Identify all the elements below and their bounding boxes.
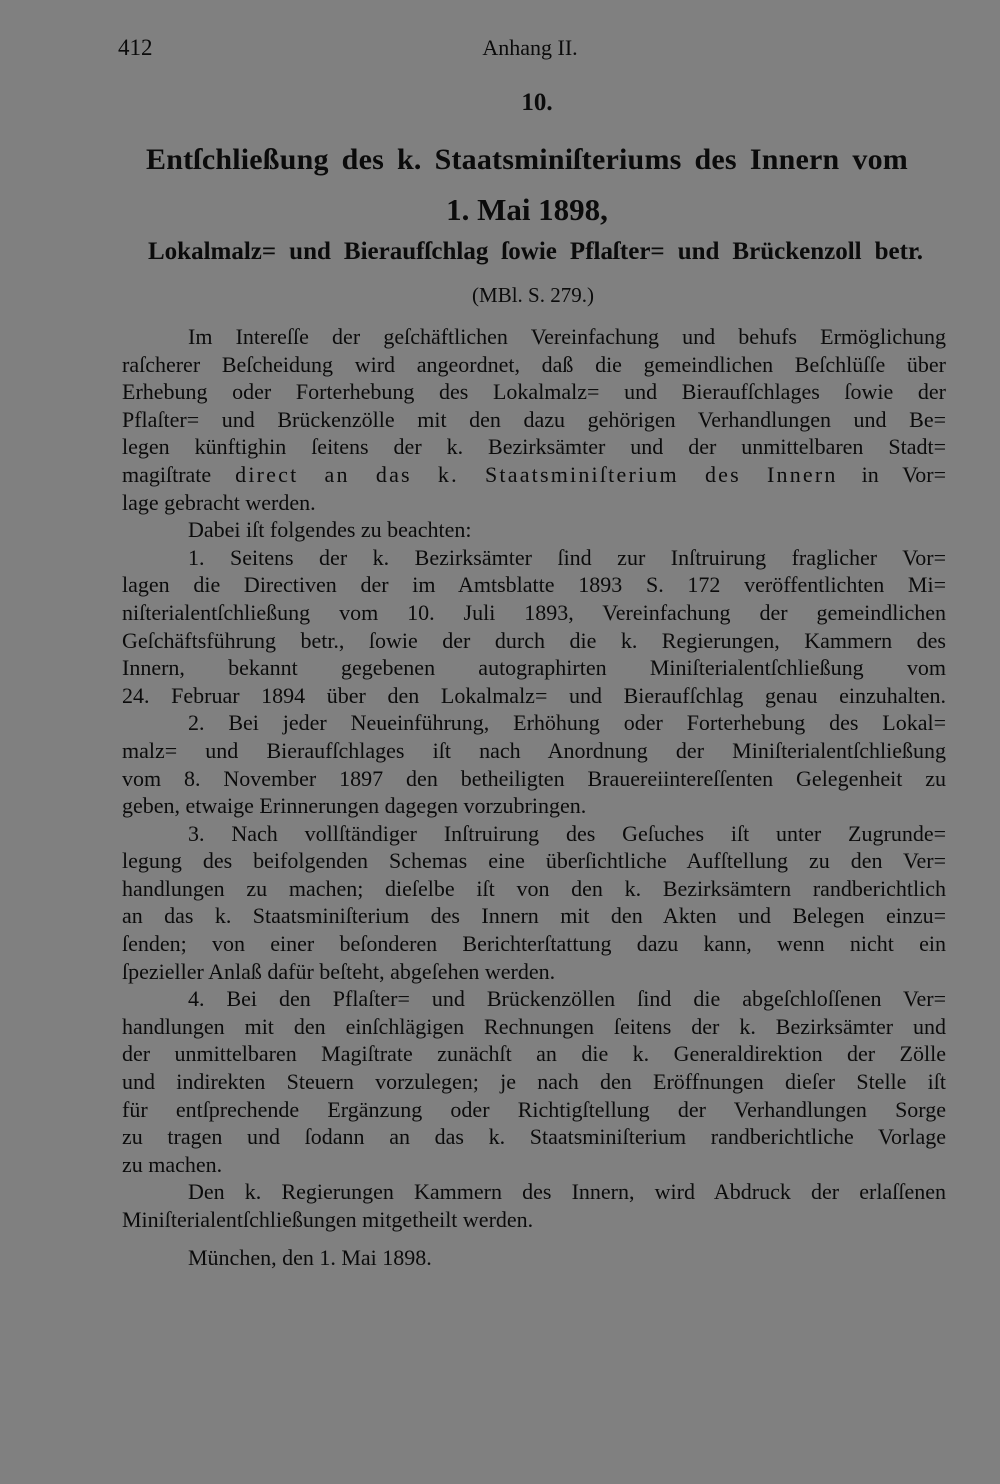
instruction-line: 3. Nach vollſtändiger Inſtruirung des Geſuches iſt unter Zugrunde= [188, 820, 946, 846]
instruction-item-4 [122, 985, 946, 1178]
source-reference: (MBl. S. 279.) [472, 283, 594, 307]
instructions-intro: Dabei iſt folgendes zu beachten: [188, 517, 472, 543]
instruction-line: für entſprechende Ergänzung oder Richtigſtellung der Verhandlungen Sorge [122, 1096, 946, 1122]
instruction-line: niſterialentſchließung vom 10. Juli 1893, Vereinfachung der gemeindlichen [122, 599, 946, 625]
instruction-line: vom 8. November 1897 den betheiligten Brauereiintereſſenten Gelegenheit zu [122, 765, 946, 791]
instruction-line: zu tragen und ſodann an das k. Staatsminiſterium randberichtliche Vorlage [122, 1124, 946, 1150]
instruction-line: 2. Bei jeder Neueinführung, Erhöhung oder Forterhebung des Lokal= [188, 710, 946, 736]
title-line-1: Entſchließung des k. Staatsminiſteriums des Innern vom [146, 143, 908, 176]
instruction-line: 4. Bei den Pflaſter= und Brückenzöllen ſind die abgeſchloſſenen Ver= [188, 986, 946, 1012]
running-title: Anhang II. [482, 35, 578, 60]
instruction-line: zu machen. [122, 1151, 223, 1177]
preamble-line [122, 461, 946, 489]
instruction-line: ſpezieller Anlaß dafür beſteht, abgeſehen werden. [122, 958, 556, 984]
page-number: 412 [118, 35, 153, 60]
instruction-item-1 [122, 544, 946, 710]
instruction-line: geben, etwaige Erinnerungen dagegen vorzubringen. [122, 793, 587, 819]
preamble-line: Erhebung oder Forterhebung des Lokalmalz= und Bieraufſchlages ſowie der [122, 379, 946, 405]
instruction-line: und indirekten Steuern vorzulegen; je nach den Eröffnungen dieſer Stelle iſt [122, 1069, 946, 1095]
instruction-line: lagen die Directiven der im Amtsblatte 1893 S. 172 veröffentlichten Mi= [122, 572, 946, 598]
preamble-line-segment: in Vor= [861, 461, 946, 487]
instruction-item-2 [122, 709, 946, 819]
closing-line: Miniſterialentſchließungen mitgetheilt werden. [122, 1207, 534, 1232]
closing-line: Den k. Regierungen Kammern des Innern, wird Abdruck der erlaſſenen [188, 1179, 946, 1205]
instruction-line: 1. Seitens der k. Bezirksämter ſind zur Inſtruirung fraglicher Vor= [188, 544, 946, 570]
preamble-paragraph [122, 323, 946, 516]
body-text [122, 323, 946, 1271]
instruction-line: Innern, bekannt gegebenen autographirten Miniſterialentſchließung vom [122, 655, 946, 681]
preamble-line-segment: magiſtrate [122, 461, 212, 487]
instruction-line: Geſchäftsführung betr., ſowie der durch die k. Regierungen, Kammern des [122, 627, 946, 653]
preamble-line: Pflaſter= und Brückenzölle mit den dazu gehörigen Verhandlungen und Be= [122, 406, 946, 432]
preamble-line: legen künftighin ſeitens der k. Bezirksämter und der unmittelbaren Stadt= [122, 434, 946, 460]
instruction-line: ſenden; von einer beſonderen Berichterſtattung dazu kann, wenn nicht ein [122, 931, 946, 957]
instruction-item-3 [122, 820, 946, 986]
spaced-emphasis: direct an das k. Staatsminiſterium des Innern [235, 461, 838, 487]
preamble-line: raſcherer Beſcheidung wird angeordnet, daß die gemeindlichen Beſchlüſſe über [122, 351, 946, 377]
instruction-line: malz= und Bieraufſchlages iſt nach Anordnung der Miniſterialentſchließung [122, 737, 946, 763]
section-number: 10. [521, 89, 553, 116]
document-title [146, 135, 908, 235]
instruction-line: 24. Februar 1894 über den Lokalmalz= und Bieraufſchlag genau einzuhalten. [122, 682, 946, 708]
document-subtitle: Lokalmalz= und Bieraufſchlag ſowie Pflaſter= und Brückenzoll betr. [148, 238, 923, 265]
instruction-line: handlungen mit den einſchlägigen Rechnungen ſeitens der k. Bezirksämter und [122, 1013, 946, 1039]
instructions [122, 516, 946, 1178]
instruction-line: der unmittelbaren Magiſtrate zunächſt an die k. Generaldirektion der Zölle [122, 1041, 946, 1067]
instruction-line: an das k. Staatsminiſterium des Innern mit den Akten und Belegen einzu= [122, 903, 946, 929]
instruction-line: legung des beifolgenden Schemas eine überſichtliche Aufſtellung zu den Ver= [122, 848, 946, 874]
preamble-line: lage gebracht werden. [122, 489, 316, 515]
instruction-line: handlungen zu machen; dieſelbe iſt von den k. Bezirksämtern randberichtlich [122, 875, 946, 901]
place-and-date: München, den 1. Mai 1898. [188, 1244, 432, 1270]
preamble-line: Im Intereſſe der geſchäftlichen Vereinfachung und behufs Ermöglichung [188, 324, 946, 349]
title-line-2: 1. Mai 1898, [446, 192, 608, 227]
closing-paragraph [122, 1178, 946, 1233]
